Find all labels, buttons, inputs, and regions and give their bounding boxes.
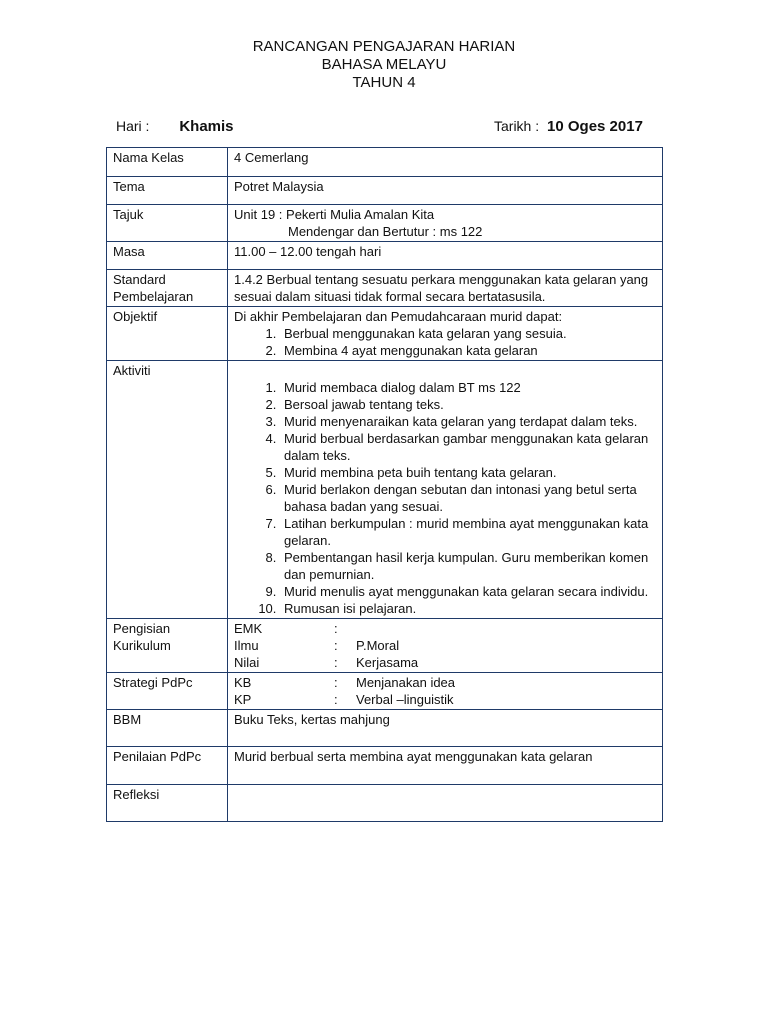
label-penilaian: Penilaian PdPc xyxy=(107,747,228,785)
entry-value: Verbal –linguistik xyxy=(356,692,454,707)
row-refleksi xyxy=(107,785,663,822)
label-tema: Tema xyxy=(107,177,228,205)
list-item: 2. Bersoal jawab tentang teks. xyxy=(280,396,656,413)
entry-value: Kerjasama xyxy=(356,655,419,670)
value-strategi xyxy=(228,673,663,710)
list-item: 1. Berbual menggunakan kata gelaran yang sesuia. xyxy=(280,325,656,342)
label-refleksi: Refleksi xyxy=(107,785,228,822)
value-standard: 1.4.2 Berbual tentang sesuatu perkara menggunakan kata gelaran yang sesuai dalam situasi tidak formal secara bertatasusila. xyxy=(228,270,663,307)
tarikh-field xyxy=(494,118,643,135)
value-refleksi xyxy=(228,785,663,822)
value-pengisian xyxy=(228,619,663,673)
entry-separator: : xyxy=(334,655,338,670)
value-penilaian: Murid berbual serta membina ayat menggunakan kata gelaran xyxy=(228,747,663,785)
entry-separator: : xyxy=(334,638,338,653)
strategi-entry-kb xyxy=(234,674,656,691)
standard-label-line-2: Pembelajaran xyxy=(113,289,194,304)
standard-label-line-1: Standard xyxy=(113,272,166,287)
entry-key: EMK xyxy=(234,621,263,636)
list-item: 1. Murid membaca dialog dalam BT ms 122 xyxy=(280,379,656,396)
value-nama-kelas: 4 Cemerlang xyxy=(228,148,663,177)
entry-key: KB xyxy=(234,675,252,690)
tajuk-line-2: Mendengar dan Bertutur : ms 122 xyxy=(288,224,483,239)
list-item: 2. Membina 4 ayat menggunakan kata gelaran xyxy=(280,342,656,359)
value-tajuk xyxy=(228,205,663,242)
label-bbm: BBM xyxy=(107,710,228,747)
row-aktiviti xyxy=(107,361,663,619)
row-tajuk xyxy=(107,205,663,242)
aktiviti-list xyxy=(234,379,656,617)
hari-value: Khamis xyxy=(179,118,234,135)
document-title xyxy=(0,38,768,92)
row-objektif xyxy=(107,307,663,361)
strategi-entry-kp xyxy=(234,691,656,708)
entry-key: KP xyxy=(234,692,252,707)
title-line-1: RANCANGAN PENGAJARAN HARIAN xyxy=(252,38,516,55)
row-bbm xyxy=(107,710,663,747)
row-tema xyxy=(107,177,663,205)
label-objektif: Objektif xyxy=(107,307,228,361)
value-bbm: Buku Teks, kertas mahjung xyxy=(228,710,663,747)
label-pengisian xyxy=(107,619,228,673)
title-line-3: TAHUN 4 xyxy=(352,74,416,91)
label-masa: Masa xyxy=(107,242,228,270)
objektif-intro: Di akhir Pembelajaran dan Pemudahcaraan murid dapat: xyxy=(234,309,563,324)
entry-key: Ilmu xyxy=(234,638,259,653)
objektif-list xyxy=(234,325,656,359)
tajuk-line-1: Unit 19 : Pekerti Mulia Amalan Kita xyxy=(234,207,435,222)
list-item: 5. Murid membina peta buih tentang kata gelaran. xyxy=(280,464,656,481)
hari-label: Hari : xyxy=(116,118,150,134)
hari-field xyxy=(116,118,234,135)
entry-separator: : xyxy=(334,621,338,636)
pengisian-entry-nilai xyxy=(234,654,656,671)
list-item: 10. Rumusan isi pelajaran. xyxy=(280,600,656,617)
row-masa xyxy=(107,242,663,270)
value-objektif xyxy=(228,307,663,361)
lesson-plan-table xyxy=(106,147,663,822)
tarikh-label: Tarikh : xyxy=(494,118,540,134)
label-standard xyxy=(107,270,228,307)
list-item: 3. Murid menyenaraikan kata gelaran yang terdapat dalam teks. xyxy=(280,413,656,430)
entry-separator: : xyxy=(334,675,338,690)
row-pengisian xyxy=(107,619,663,673)
value-masa: 11.00 – 12.00 tengah hari xyxy=(228,242,663,270)
list-item: 7. Latihan berkumpulan : murid membina ayat menggunakan kata gelaran. xyxy=(280,515,656,549)
label-nama-kelas: Nama Kelas xyxy=(107,148,228,177)
value-tema: Potret Malaysia xyxy=(228,177,663,205)
pengisian-label-line-2: Kurikulum xyxy=(113,638,171,653)
list-item: 8. Pembentangan hasil kerja kumpulan. Guru memberikan komen dan pemurnian. xyxy=(280,549,656,583)
value-aktiviti xyxy=(228,361,663,619)
entry-value: Menjanakan idea xyxy=(356,675,456,690)
pengisian-entry-emk xyxy=(234,620,656,637)
tarikh-value: 10 Oges 2017 xyxy=(547,118,643,135)
row-standard xyxy=(107,270,663,307)
label-tajuk: Tajuk xyxy=(107,205,228,242)
entry-separator: : xyxy=(334,692,338,707)
row-penilaian xyxy=(107,747,663,785)
title-line-2: BAHASA MELAYU xyxy=(321,56,447,73)
list-item: 9. Murid menulis ayat menggunakan kata gelaran secara individu. xyxy=(280,583,656,600)
pengisian-entry-ilmu xyxy=(234,637,656,654)
list-item: 6. Murid berlakon dengan sebutan dan intonasi yang betul serta bahasa badan yang sesuai. xyxy=(280,481,656,515)
label-strategi: Strategi PdPc xyxy=(107,673,228,710)
label-aktiviti: Aktiviti xyxy=(107,361,228,619)
row-strategi xyxy=(107,673,663,710)
list-item: 4. Murid berbual berdasarkan gambar menggunakan kata gelaran dalam teks. xyxy=(280,430,656,464)
pengisian-label-line-1: Pengisian xyxy=(113,621,171,636)
row-nama-kelas xyxy=(107,148,663,177)
entry-key: Nilai xyxy=(234,655,260,670)
entry-value: P.Moral xyxy=(356,638,400,653)
